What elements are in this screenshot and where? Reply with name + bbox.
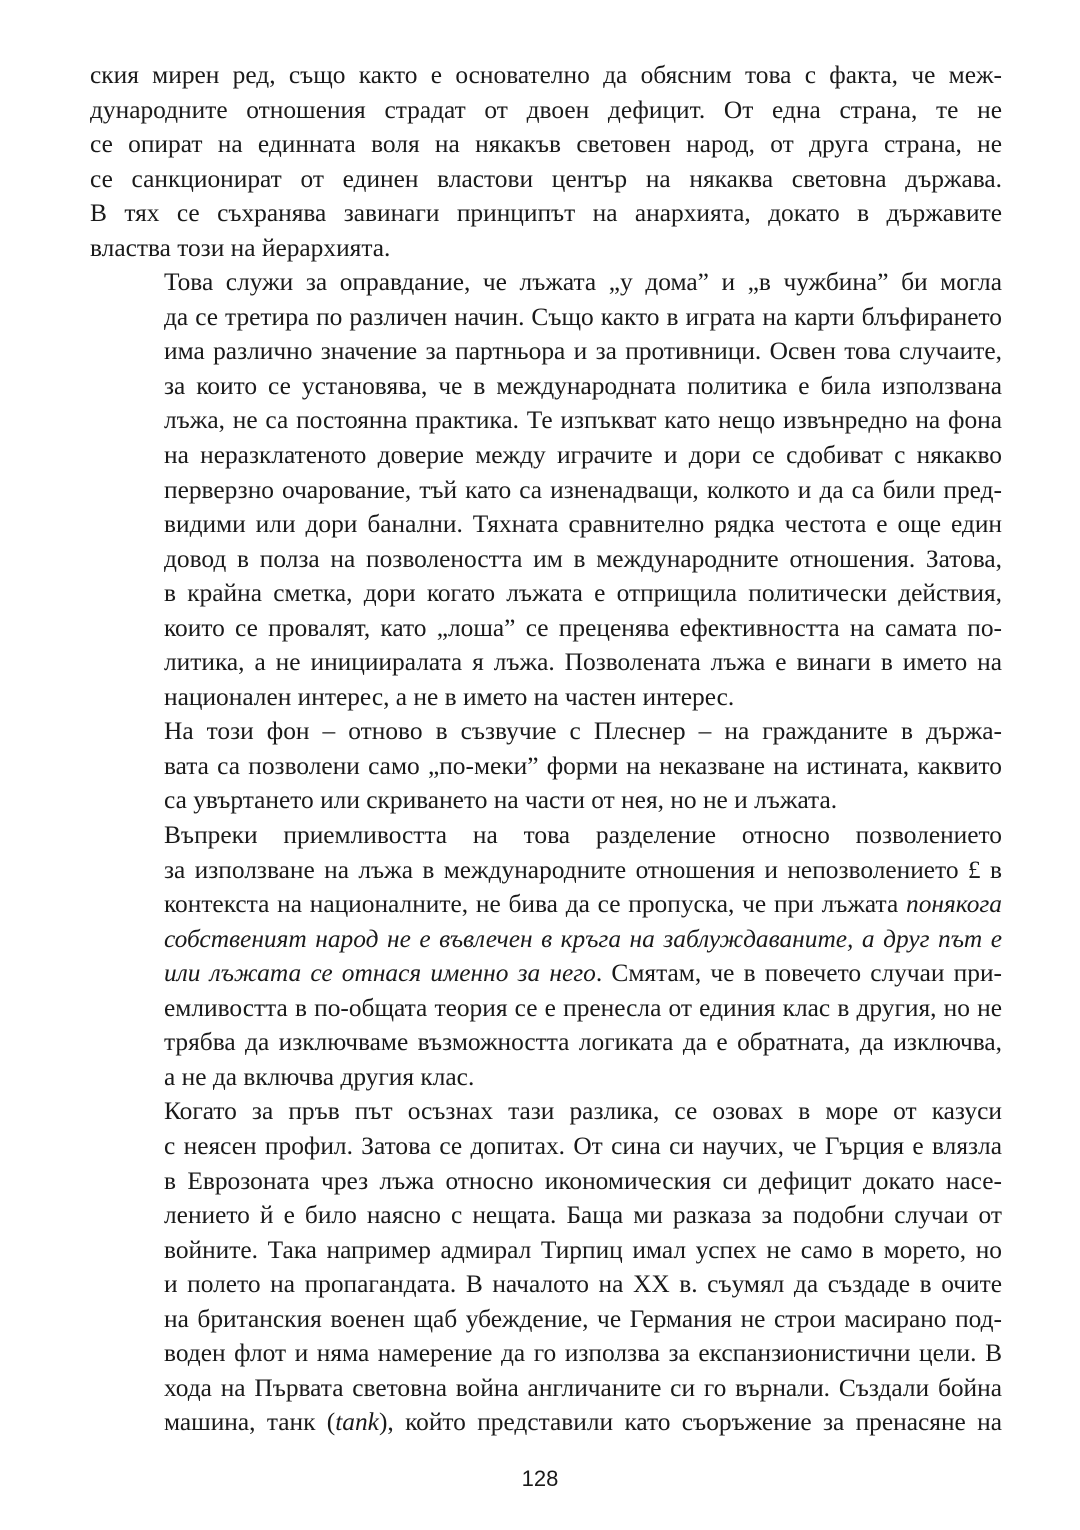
- text-run: контекста на националните, не бива да се пропуска, че при лъжата: [164, 890, 906, 919]
- italic-run: собственият народ не е въвлечен в кръга на заблуждаваните, а друг път е: [164, 924, 1002, 953]
- text-line: са увъртането или скриването на части от нея, но не и лъжата.: [164, 786, 838, 815]
- text-line: воден флот и няма намерение да го използва за експанзионистични цели. В: [164, 1339, 1002, 1368]
- paragraph-3: [90, 714, 1002, 818]
- text-run: ), който представили като съоръжение за пренасяне на: [378, 1408, 1002, 1437]
- body-text: [90, 58, 1002, 1440]
- text-line: войните. Така например адмирал Тирпиц имал успех не само в морето, но: [164, 1235, 1002, 1264]
- text-line: перверзно очарование, тъй като са изненадващи, колкото и да са били пред-: [164, 475, 1002, 504]
- text-line: на британския военен щаб убеждение, че Германия не строи масирано под-: [164, 1304, 1002, 1333]
- italic-run: понякога: [906, 890, 1002, 919]
- text-line-with-italic: [90, 887, 1002, 922]
- paragraph-5: [90, 1094, 1002, 1439]
- text-line: хода на Първата световна война англичаните си го върнали. Създали бойна: [164, 1373, 1002, 1402]
- text-line: В тях се съхранява завинаги принципът на анархията, докато в държавите: [90, 199, 1002, 228]
- text-line: в крайна сметка, дори когато лъжата е отприщила политически действия,: [164, 579, 1002, 608]
- text-line: властва този на йерархията.: [90, 233, 391, 262]
- text-line: а не да включва другия клас.: [164, 1062, 475, 1091]
- text-line: национален интерес, а не в името на частен интерес.: [164, 682, 735, 711]
- text-line: се опират на единната воля на някакъв световен народ, от друга страна, не: [90, 130, 1002, 159]
- text-line: за които се установява, че в международната политика е била използвана: [164, 371, 1002, 400]
- text-line: ския мирен ред, също както е основателно да обясним това с факта, че меж-: [90, 61, 1002, 89]
- text-line: с неясен профил. Затова се допитах. От сина си научих, че Гърция е влязла: [164, 1131, 1002, 1160]
- text-line: има различно значение за партньора и за противници. Освен това случаите,: [164, 337, 1002, 366]
- text-line-with-italic: [90, 1405, 1002, 1440]
- text-line: се санкционират от единен властови център на някаква световна държава.: [90, 164, 1002, 193]
- text-line: на неразклатеното доверие между играчите и дори се сдобиват с някакво: [164, 441, 1002, 470]
- text-line: На този фон – отново в съзвучие с Плеснер – на гражданите в държа-: [164, 717, 1002, 746]
- text-line: да се третира по различен начин. Също както в играта на карти блъфирането: [164, 302, 1002, 331]
- text-line: Това служи за оправдание, че лъжата „у дома” и „в чужбина” би могла: [164, 268, 1002, 297]
- italic-line: [90, 922, 1002, 957]
- paragraph-1: [90, 58, 1002, 265]
- text-line: в Еврозоната чрез лъжа относно икономическия си дефицит докато насе-: [164, 1166, 1002, 1195]
- text-line: довод в полза на позволеността им в международните отношения. Затова,: [164, 544, 1002, 573]
- text-line: за използване на лъжа в международните отношения и непозволението £ в: [164, 855, 1002, 884]
- text-line: трябва да изключваме възможността логиката да е обратната, да изключва,: [164, 1028, 1002, 1057]
- text-line: вата са позволени само „по-меки” форми на неказване на истината, каквито: [164, 751, 1002, 780]
- italic-run: tank: [335, 1408, 379, 1437]
- text-line: дународните отношения страдат от двоен дефицит. От една страна, те не: [90, 95, 1002, 124]
- text-line: Въпреки приемливостта на това разделение относно позволението: [164, 821, 1002, 850]
- text-line-with-italic: [90, 956, 1002, 991]
- text-line: литика, а не иницииралата я лъжа. Позволената лъжа е винаги в името на: [164, 648, 1002, 677]
- text-line: емливостта в по-общата теория се е пренесла от единия клас в другия, но не: [164, 993, 1002, 1022]
- paragraph-4: [90, 818, 1002, 1094]
- text-run: машина, танк (: [164, 1408, 336, 1437]
- text-line: Когато за пръв път осъзнах тази разлика, се озовах в море от казуси: [164, 1097, 1002, 1126]
- italic-run: или лъжата се отнася именно за него: [164, 959, 596, 988]
- text-run: . Смятам, че в повечето случаи при-: [595, 959, 1002, 988]
- text-line: лъжа, не са постоянна практика. Те изпъкват като нещо извънредно на фона: [164, 406, 1002, 435]
- text-line: лението й е било наясно с нещата. Баща ми разказа за подобни случаи от: [164, 1201, 1002, 1230]
- text-line: и полето на пропагандата. В началото на XX в. съумял да създаде в очите: [164, 1270, 1002, 1299]
- text-line: видими или дори банални. Тяхната сравнително рядка честота е още един: [164, 510, 1002, 539]
- text-line: които се провалят, като „лоша” се преценява ефективността на самата по-: [164, 613, 1002, 642]
- page-number: 128: [521, 1466, 559, 1491]
- paragraph-2: [90, 265, 1002, 714]
